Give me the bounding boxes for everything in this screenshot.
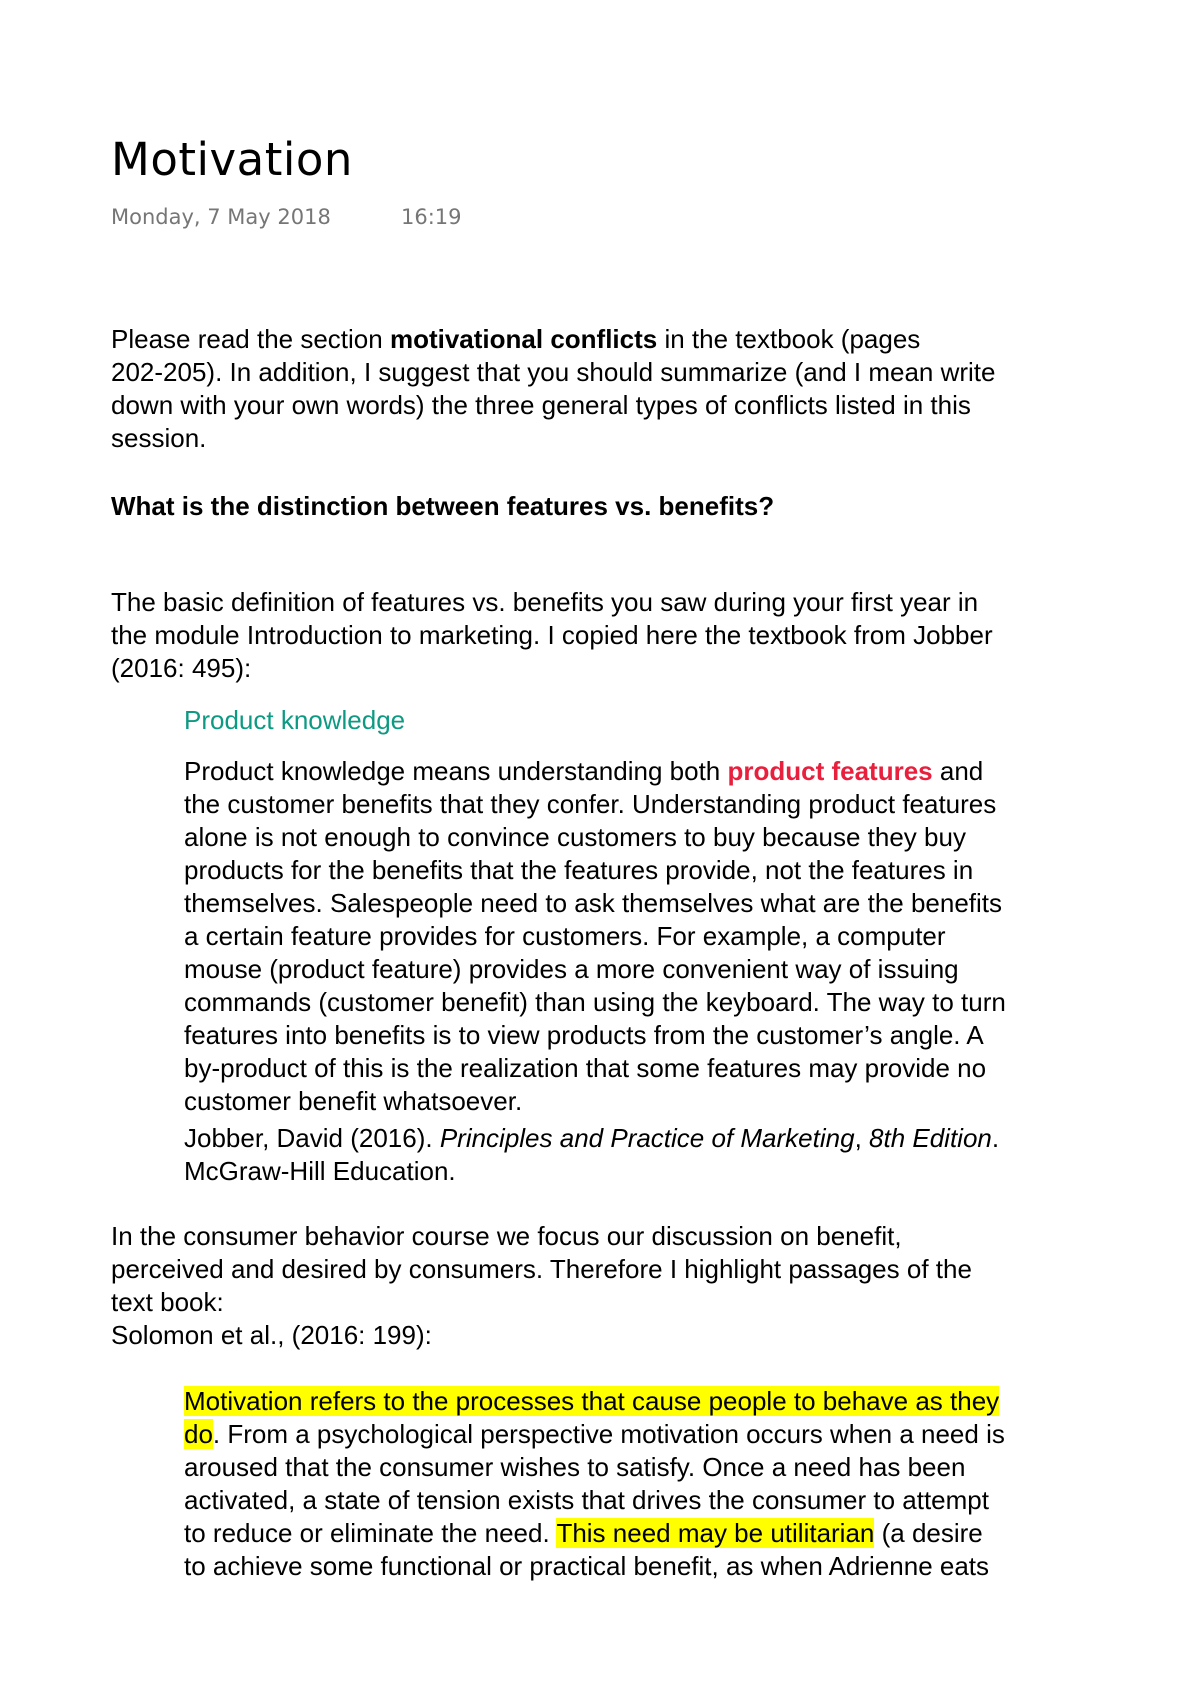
note-date: Monday, 7 May 2018 (111, 205, 331, 229)
solomon-line-4: activated, a state of tension exists that drives the consumer to attempt (184, 1485, 989, 1515)
quote-line-10: by-product of this is the realization that some features may provide no (184, 1053, 987, 1083)
citation-edition: 8th Edition (869, 1123, 992, 1153)
solomon-line-2 (184, 1418, 1144, 1451)
quote-line-6: a certain feature provides for customers. For example, a computer (184, 921, 946, 951)
note-time: 16:19 (401, 205, 462, 229)
quote-line-7: mouse (product feature) provides a more convenient way of issuing (184, 954, 959, 984)
product-knowledge-heading: Product knowledge (184, 705, 406, 735)
intro-paragraph (111, 323, 1131, 455)
highlighted-text: This need may be utilitarian (556, 1518, 875, 1548)
quote-text: and (932, 756, 984, 786)
product-knowledge-quote (184, 755, 1144, 1118)
basic-line-1: The basic definition of features vs. benefits you saw during your first year in (111, 587, 979, 617)
highlighted-text: do (184, 1419, 213, 1449)
solomon-line-6: to achieve some functional or practical benefit, as when Adrienne eats (184, 1551, 990, 1581)
quote-line-11: customer benefit whatsoever. (184, 1086, 523, 1116)
quote-text: Product knowledge means understanding both (184, 756, 728, 786)
quote-line-5: themselves. Salespeople need to ask themselves what are the benefits (184, 888, 1003, 918)
basic-line-3: (2016: 495): (111, 653, 252, 683)
highlighted-text: Motivation refers to the processes that cause people to behave as they (184, 1386, 1000, 1416)
solomon-line-1 (184, 1385, 1144, 1418)
intro-line-4: session. (111, 423, 207, 453)
intro-text: Please read the section (111, 324, 390, 354)
solomon-line-3: aroused that the consumer wishes to satisfy. Once a need has been (184, 1452, 966, 1482)
solomon-line-5 (184, 1517, 1144, 1550)
consumer-line-1: In the consumer behavior course we focus our discussion on benefit, (111, 1221, 902, 1251)
quote-line-9: features into benefits is to view products from the customer’s angle. A (184, 1020, 984, 1050)
quote-line-2: the customer benefits that they confer. Understanding product features (184, 789, 997, 819)
citation-book-title: Principles and Practice of Marketing (439, 1123, 855, 1153)
product-features-emphasis: product features (727, 756, 933, 786)
consumer-line-3: text book: (111, 1287, 224, 1317)
quote-line-4: products for the benefits that the features provide, not the features in (184, 855, 974, 885)
intro-line-3: down with your own words) the three general types of conflicts listed in this (111, 390, 971, 420)
basic-line-2: the module Introduction to marketing. I copied here the textbook from Jobber (111, 620, 993, 650)
citation-line-1 (184, 1122, 1144, 1155)
basic-definition-paragraph (111, 586, 1131, 685)
note-timestamp (111, 205, 462, 229)
solomon-quote (184, 1385, 1144, 1583)
jobber-citation (184, 1122, 1144, 1188)
quote-line-8: commands (customer benefit) than using the keyboard. The way to turn (184, 987, 1006, 1017)
citation-text: . (991, 1123, 1000, 1153)
consumer-behavior-paragraph (111, 1220, 1131, 1352)
intro-text: in the textbook (pages (657, 324, 921, 354)
consumer-line-4: Solomon et al., (2016: 199): (111, 1320, 432, 1350)
page-title: Motivation (111, 133, 353, 186)
consumer-line-2: perceived and desired by consumers. Therefore I highlight passages of the (111, 1254, 972, 1284)
solomon-text: . From a psychological perspective motivation occurs when a need is (212, 1419, 1005, 1449)
intro-line-1 (111, 323, 1131, 356)
question-heading: What is the distinction between features vs. benefits? (111, 491, 775, 521)
citation-line-2: McGraw-Hill Education. (184, 1156, 456, 1186)
solomon-text: (a desire (874, 1518, 983, 1548)
quote-line-3: alone is not enough to convince customers to buy because they buy (184, 822, 966, 852)
intro-bold-term: motivational conflicts (389, 324, 658, 354)
solomon-text: to reduce or eliminate the need. (184, 1518, 557, 1548)
intro-line-2: 202-205). In addition, I suggest that you should summarize (and I mean write (111, 357, 996, 387)
quote-line-1 (184, 755, 1144, 788)
citation-text: Jobber, David (2016). (184, 1123, 440, 1153)
citation-text: , (854, 1123, 870, 1153)
